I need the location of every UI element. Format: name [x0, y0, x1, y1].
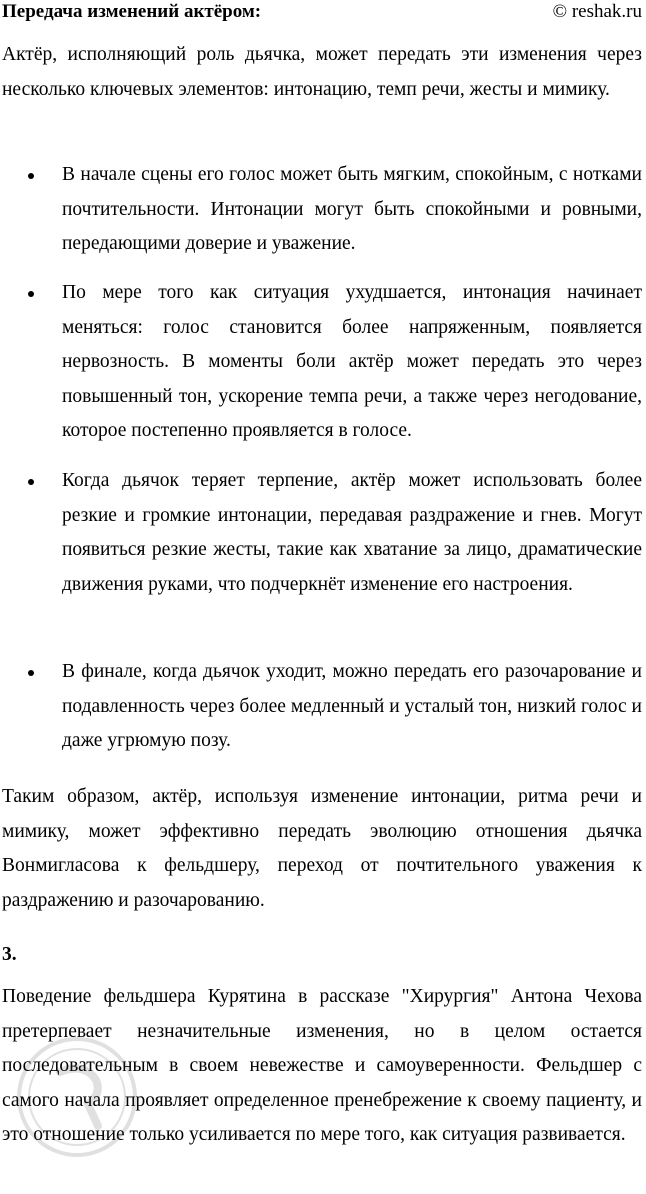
list-item-text: В начале сцены его голос может быть мягким, спокойным, с нотками почтительности. Интонации могут быть спокойными и ровными, передающими доверие и уважение. — [62, 164, 642, 255]
section-title: Передача изменений актёром: — [2, 1, 262, 22]
bullet-icon — [28, 173, 34, 179]
section-paragraph: Поведение фельдшера Курятина в рассказе "Хирургия" Антона Чехова претерпевает незначительные изменения, но в целом остается последовательным в своем невежестве и самоуверенности. Фельдшер с самого начала проявляет определенное пренебрежение к своему пациенту, и это отношение только усиливается по мере того, как ситуация развивается. — [2, 986, 642, 1146]
list-item-text: По мере того как ситуация ухудшается, интонация начинает меняться: голос становится более напряженным, появляется нервозность. В моменты боли актёр может передать это через повышенный тон, ускорение темпа речи, а также через негодование, которое постепенно проявляется в голосе. — [62, 282, 642, 442]
intro-paragraph: Актёр, исполняющий роль дьячка, может передать эти изменения через несколько ключевых элементов: интонацию, темп речи, жесты и мимику. — [2, 44, 642, 100]
list-item-text: Когда дьячок теряет терпение, актёр может использовать более резкие и громкие интонации, передавая раздражение и гнев. Могут появиться резкие жесты, такие как хватание за лицо, драматические движения руками, что подчеркнёт изменение его настроения. — [62, 470, 642, 595]
list-item-text: В финале, когда дьячок уходит, можно передать его разочарование и подавленность через более медленный и усталый тон, низкий голос и даже угрюмую позу. — [62, 661, 642, 752]
copyright-label: © reshak.ru — [552, 1, 642, 22]
bullet-icon — [28, 291, 34, 297]
section-number: 3. — [2, 944, 17, 965]
header — [2, 0, 642, 30]
conclusion-paragraph: Таким образом, актёр, используя изменение интонации, ритма речи и мимику, может эффективно передать эволюцию отношения дьячка Вонмигласова к фельдшеру, переход от почтительного уважения к раздражению и разочарованию. — [2, 786, 642, 911]
bullet-icon — [28, 670, 34, 676]
bullet-icon — [28, 479, 34, 485]
